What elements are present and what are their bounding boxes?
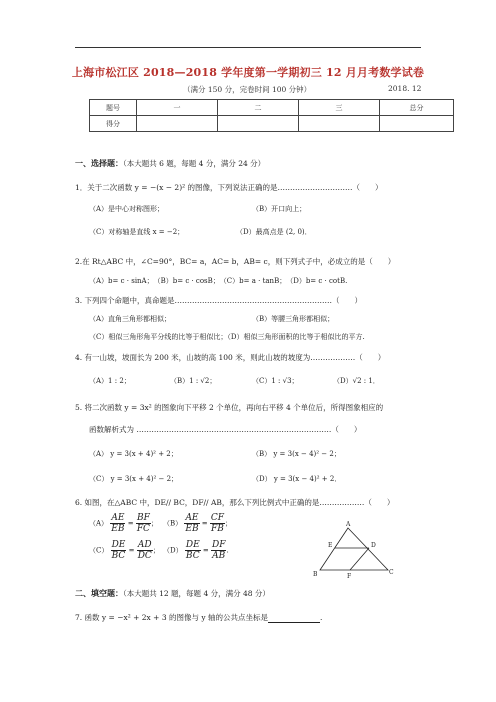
option-label: （C） bbox=[89, 546, 109, 555]
score-input-cell[interactable] bbox=[137, 116, 218, 132]
page-title: 上海市松江区 2018—2018 学年度第一学期初三 12 月月考数学试卷 bbox=[71, 66, 425, 79]
segment-df bbox=[350, 548, 369, 570]
denominator: FC bbox=[136, 524, 150, 534]
numerator: AE bbox=[111, 513, 125, 523]
option-d[interactable]: （D）最高点是 (2, 0)． bbox=[236, 228, 312, 236]
option-cd[interactable]: （C）相似三角形角平分线的比等于相似比；（D）相似三角形面积的比等于相似比的平方. bbox=[89, 333, 365, 341]
section-note: （本大题共 6 题，每题 4 分，满分 24 分） bbox=[123, 159, 266, 168]
question-stem: 3. 下列四个命题中，真命题是………………………………………………………（ ） bbox=[75, 296, 363, 305]
score-input-cell[interactable] bbox=[218, 116, 299, 132]
option-c[interactable]: （C）对称轴是直线 x = −2； bbox=[89, 228, 185, 236]
question-text: 7. 函数 y = −x² + 2x + 3 的图像与 y 轴的公共点坐标是 bbox=[75, 613, 268, 622]
denominator: FB bbox=[211, 524, 224, 534]
denominator: EB bbox=[185, 524, 199, 534]
numerator: CF bbox=[210, 513, 225, 523]
numerator: AD bbox=[137, 540, 152, 550]
question-stem-cont: 函数解析式为 ……………………………………………………………………（ ） bbox=[89, 425, 362, 434]
section-note: （本大题共 12 题，每题 4 分，满分 48 分） bbox=[123, 589, 270, 598]
score-table bbox=[89, 99, 454, 132]
option-c[interactable]: （C） $\frac{DE}{BC}$ = $\frac{AD}{DC}$ ； bbox=[89, 540, 160, 561]
denominator: BC bbox=[111, 551, 126, 561]
option-a[interactable]: （A）1 : 2； bbox=[89, 377, 131, 385]
table-cell: 得分 bbox=[90, 116, 137, 132]
table-cell: 二 bbox=[218, 100, 299, 116]
option-a[interactable]: （A）直角三角形都相似； bbox=[89, 315, 172, 323]
fraction bbox=[111, 540, 127, 561]
section-title: 一、选择题： bbox=[75, 158, 123, 168]
numerator: DF bbox=[211, 540, 226, 550]
fraction bbox=[184, 513, 199, 534]
numerator: DE bbox=[111, 540, 126, 550]
score-input-cell[interactable] bbox=[380, 116, 454, 132]
triangle-figure bbox=[308, 518, 394, 580]
page-subtitle: （满分 150 分，完卷时间 100 分钟） bbox=[183, 85, 312, 94]
table-cell: 一 bbox=[137, 100, 218, 116]
question-text-end: . bbox=[320, 613, 323, 622]
table-row bbox=[90, 100, 454, 116]
question-options[interactable]: （A）b= c · sinA； （B）b= c · cosB； （C）b= a · tanB； （D）b= c · cotB. bbox=[89, 277, 348, 285]
option-label: （B） bbox=[163, 519, 183, 528]
label-c: C bbox=[389, 569, 394, 576]
question-stem: 6. 如图，在△ABC 中，DE// BC，DF// AB，那么下列比例式中正确的是………………（ ） bbox=[75, 498, 395, 507]
question-stem: 5. 将二次函数 y = 3x² 的图象向下平移 2 个单位，再向右平移 4 个单位后，所得图象相应的 bbox=[75, 403, 384, 412]
option-d[interactable]: （D）√2 : 1． bbox=[333, 377, 380, 385]
fraction bbox=[137, 540, 153, 561]
header-rule bbox=[75, 47, 421, 48]
score-input-cell[interactable] bbox=[299, 116, 380, 132]
label-a: A bbox=[346, 521, 351, 528]
label-e: E bbox=[328, 542, 333, 549]
table-cell: 三 bbox=[299, 100, 380, 116]
option-b[interactable]: （B） $\frac{AE}{EB}$ = $\frac{CF}{FB}$ ； bbox=[163, 513, 233, 534]
numerator: AE bbox=[185, 513, 199, 523]
label-f: F bbox=[347, 573, 352, 580]
question-stem: 2.在 Rt△ABC 中，∠C=90°，BC= a，AC= b，AB= c，则下列式子中，必成立的是（ ） bbox=[75, 257, 396, 266]
option-label: （D） bbox=[163, 546, 183, 555]
label-b: B bbox=[313, 571, 318, 578]
option-c[interactable]: （C）1 : √3； bbox=[252, 377, 299, 385]
table-cell: 总分 bbox=[380, 100, 454, 116]
section-heading bbox=[75, 588, 270, 599]
exam-date: 2018. 12 bbox=[388, 84, 422, 93]
option-a[interactable]: （A） y = 3(x + 4)² + 2； bbox=[89, 450, 178, 458]
option-a[interactable]: （A）是中心对称图形； bbox=[89, 205, 165, 213]
denominator: EB bbox=[111, 524, 125, 534]
option-b[interactable]: （B） y = 3(x − 4)² − 2； bbox=[252, 450, 341, 458]
fraction bbox=[210, 513, 225, 534]
numerator: DE bbox=[185, 540, 200, 550]
numerator: BF bbox=[136, 513, 150, 523]
question-stem: 1．关于二次函数 y = −(x − 2)² 的图像，下列说法正确的是…………………………（ ） bbox=[75, 183, 383, 192]
fraction bbox=[185, 540, 201, 561]
question-stem bbox=[75, 612, 322, 623]
option-b[interactable]: （B）1 : √2； bbox=[170, 377, 217, 385]
fraction bbox=[136, 513, 151, 534]
table-row bbox=[90, 116, 454, 132]
question-stem: 4. 有一山坡，坡面长为 200 米，山坡的高 100 米，则此山坡的坡度为………………（ ） bbox=[75, 353, 386, 362]
denominator: BC bbox=[185, 551, 200, 561]
denominator: AB bbox=[212, 551, 226, 561]
option-a[interactable]: （A） $\frac{AE}{EB}$ = $\frac{BF}{FC}$ ； bbox=[89, 513, 158, 534]
answer-blank[interactable] bbox=[268, 613, 323, 623]
fraction bbox=[110, 513, 125, 534]
table-cell: 题号 bbox=[90, 100, 137, 116]
option-b[interactable]: （B）开口向上； bbox=[252, 205, 307, 213]
denominator: DC bbox=[137, 551, 152, 561]
label-d: D bbox=[371, 542, 376, 549]
triangle-abc bbox=[320, 528, 388, 570]
section-title: 二、填空题： bbox=[75, 588, 123, 598]
fraction bbox=[211, 540, 226, 561]
option-d[interactable]: （D） $\frac{DE}{BC}$ = $\frac{DF}{AB}$ . bbox=[163, 540, 229, 561]
section-heading bbox=[75, 158, 265, 169]
option-c[interactable]: （C） y = 3(x + 4)² − 2； bbox=[89, 475, 179, 483]
option-b[interactable]: （B）等腰三角形都相似； bbox=[252, 315, 335, 323]
option-d[interactable]: （D） y = 3(x − 4)² + 2． bbox=[252, 475, 342, 483]
option-label: （A） bbox=[89, 519, 109, 528]
